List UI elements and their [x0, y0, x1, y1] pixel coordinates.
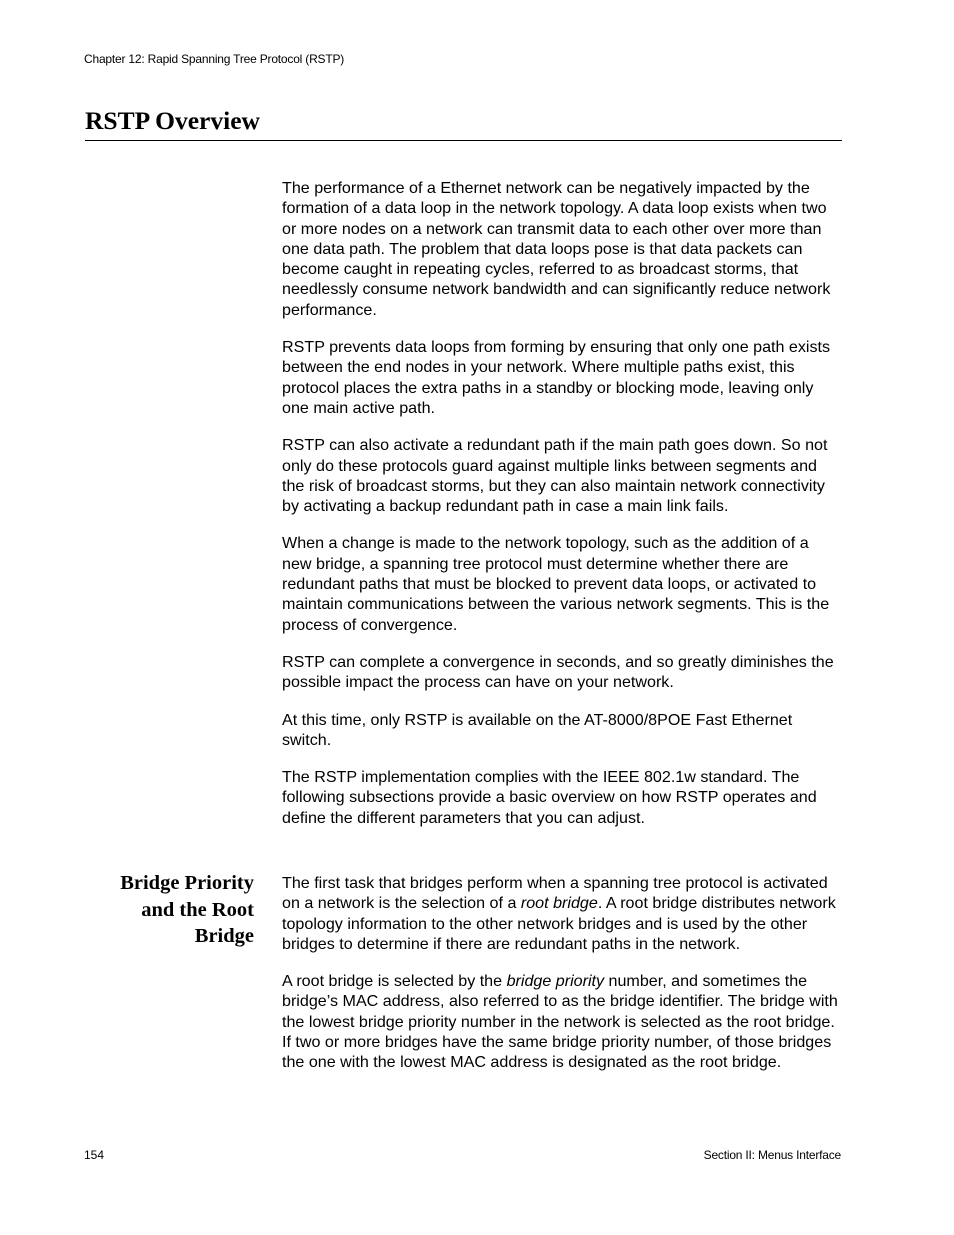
overview-paragraph-6: At this time, only RSTP is available on the AT-8000/8POE Fast Ethernet switch. [282, 710, 793, 749]
overview-paragraph-1: The performance of a Ethernet network can be negatively impacted by the formation of a data loop in the network topology. A data loop exists when two or more nodes on a network can transmit data to each other over more than one data path. The problem that data loops pose is that data packets can become caught in repeating cycles, referred to as broadcast storms, that needlessly consume network bandwidth and can significantly reduce network performance. [282, 179, 831, 319]
text-run: A root bridge is selected by the [282, 972, 507, 991]
page-number: 154 [84, 1148, 105, 1162]
section-title: RSTP Overview [85, 106, 260, 135]
overview-paragraph-4: When a change is made to the network topology, such as the addition of a new bridge, a spanning tree protocol must determine whether there are redundant paths that must be blocked to prevent data loops, or activated to maintain communications between the various network segments. This is the process of convergence. [282, 534, 830, 634]
emphasized-term: bridge priority [506, 972, 605, 991]
emphasized-term: root bridge [520, 894, 598, 913]
subsection-body [282, 873, 842, 1090]
subsection-paragraph-2 [282, 971, 842, 1072]
text-run: . A root bridge distributes network topology information to the other network bridges and is used by the other bridges to determine if there are redundant paths in the network. [282, 894, 836, 953]
overview-paragraph-5: RSTP can complete a convergence in seconds, and so greatly diminishes the possible impact the process can have on your network. [282, 652, 834, 692]
text-run: number, and sometimes the bridge’s MAC address, also referred to as the bridge identifier. The bridge with the lowest bridge priority number in the network is selected as the root bridge. If two or more bridges have the same bridge priority number, of those bridges the one with the lowest MAC address is designated as the root bridge. [282, 972, 838, 1072]
overview-paragraph-2: RSTP prevents data loops from forming by ensuring that only one path exists between the end nodes in your network. Where multiple paths exist, this protocol places the extra paths in a standby or blocking mode, leaving only one main active path. [282, 338, 831, 417]
footer-section-label: Section II: Menus Interface [703, 1148, 841, 1162]
overview-paragraph-7: The RSTP implementation complies with the IEEE 802.1w standard. The following subsections provide a basic overview on how RSTP operates and define the different parameters that you can adjust. [282, 768, 817, 827]
text-run: The first task that bridges perform when a spanning tree protocol is activated on a network is the selection of a [282, 874, 828, 913]
overview-body [282, 178, 842, 845]
overview-paragraph-3: RSTP can also activate a redundant path if the main path goes down. So not only do these protocols guard against multiple links between segments and the risk of broadcast storms, but they can also maintain network connectivity by activating a backup redundant path in case a main link fails. [282, 436, 828, 516]
title-rule [85, 140, 842, 141]
subsection-heading: Bridge Priority and the Root Bridge [120, 872, 254, 947]
running-header: Chapter 12: Rapid Spanning Tree Protocol (RSTP) [84, 52, 345, 66]
subsection-paragraph-1 [282, 873, 842, 954]
